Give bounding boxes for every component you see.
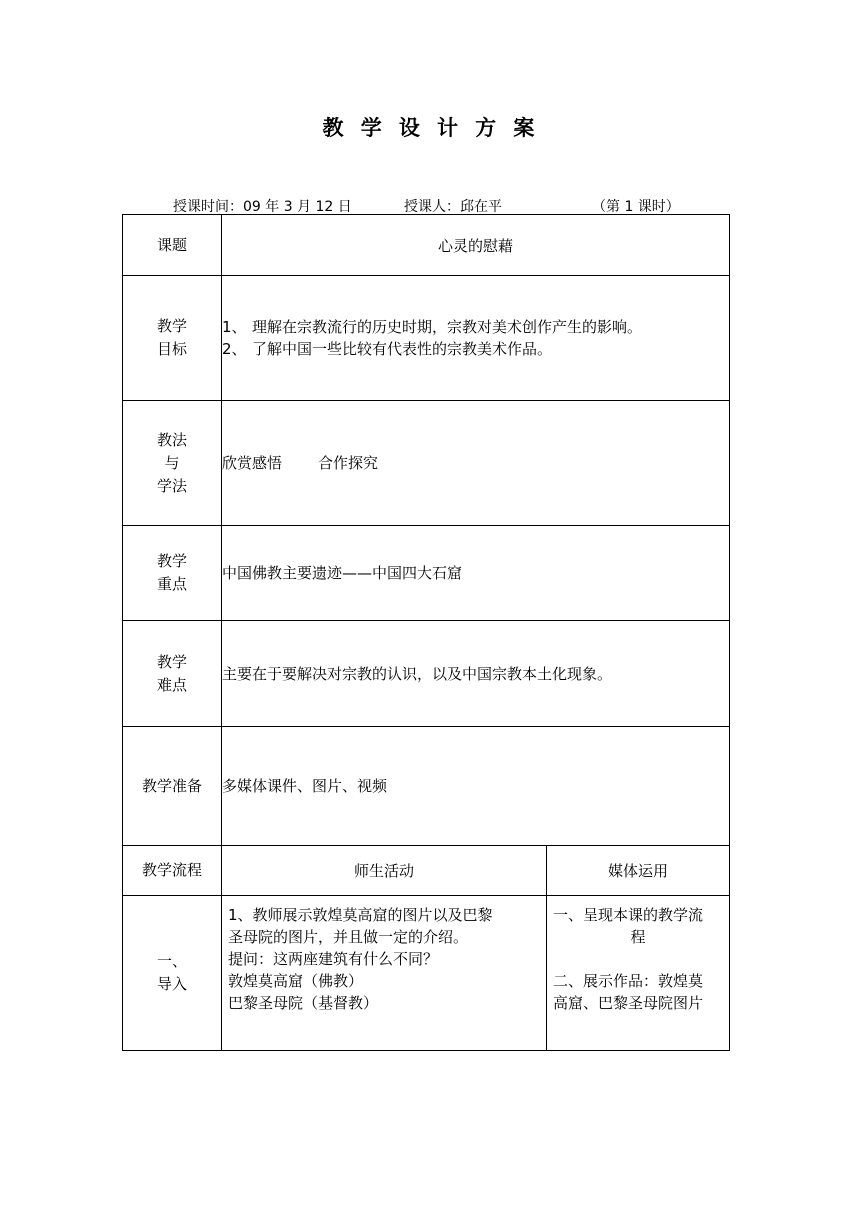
- goals-label-line: 教学: [156, 317, 187, 335]
- activity-line: 圣母院的图片，并且做一定的介绍。: [228, 928, 469, 946]
- document-title: [0, 112, 860, 142]
- goals-label-line: 目标: [156, 340, 187, 358]
- prep-label: 教学准备: [123, 727, 222, 846]
- title-char: 方: [475, 116, 500, 140]
- lesson-time: 授课时间：09 年 3 月 12 日: [173, 199, 352, 215]
- key-point-label: [123, 526, 222, 621]
- goal-item: [222, 316, 729, 338]
- goals-content: [222, 276, 730, 401]
- key-point-value: 中国佛教主要遗迹——中国四大石窟: [222, 526, 730, 621]
- key-point-label-line: 重点: [156, 575, 187, 593]
- topic-label: 课题: [123, 215, 222, 276]
- flow-header-activity: 师生活动: [222, 846, 547, 896]
- title-char: 计: [437, 116, 462, 140]
- method-value: 欣赏感悟: [222, 454, 283, 472]
- intro-label-line: 一、: [156, 952, 187, 970]
- media-line: [553, 948, 723, 970]
- media-line: 一、呈现本课的教学流: [553, 906, 704, 924]
- prep-value: 多媒体课件、图片、视频: [222, 727, 730, 846]
- goals-label: [123, 276, 222, 401]
- intro-label-line: 导入: [156, 975, 187, 993]
- lesson-teacher: 授课人：邱在平: [404, 199, 502, 215]
- method-value: 合作探究: [318, 454, 379, 472]
- title-char: 设: [398, 116, 423, 140]
- title-char: 案: [513, 116, 538, 140]
- topic-value: 心灵的慰藉: [222, 215, 730, 276]
- goal-text: 理解在宗教流行的历史时期，宗教对美术创作产生的影响。: [252, 318, 643, 336]
- difficulty-label: [123, 621, 222, 727]
- activity-line: 巴黎圣母院（基督教）: [228, 994, 379, 1012]
- intro-label: [123, 896, 222, 1051]
- key-point-label-line: 教学: [156, 552, 187, 570]
- activity-line: 1、教师展示敦煌莫高窟的图片以及巴黎: [228, 906, 493, 924]
- media-line: 高窟、巴黎圣母院图片: [553, 994, 704, 1012]
- flow-header-step: 教学流程: [123, 846, 222, 896]
- title-char: 教: [322, 116, 347, 140]
- goal-number: 1、: [222, 318, 247, 336]
- goal-item: [222, 338, 729, 360]
- difficulty-label-line: 教学: [156, 652, 187, 671]
- difficulty-label-line: 难点: [156, 675, 187, 694]
- goal-text: 了解中国一些比较有代表性的宗教美术作品。: [252, 340, 553, 358]
- lesson-period: （第 1 课时）: [592, 199, 680, 215]
- intro-activity: [222, 896, 547, 1051]
- method-content: [222, 401, 730, 526]
- method-label-line: 与: [164, 453, 180, 472]
- row-flow-header: [123, 846, 730, 896]
- method-label: [123, 401, 222, 526]
- activity-line: 提问：这两座建筑有什么不同？: [228, 950, 439, 968]
- row-intro: [123, 896, 730, 1051]
- goal-number: 2、: [222, 340, 247, 358]
- title-char: 学: [360, 116, 385, 140]
- row-key-point: [123, 526, 730, 621]
- activity-line: 敦煌莫高窟（佛教）: [228, 972, 364, 990]
- lesson-plan-table: [122, 214, 730, 1051]
- media-line: 二、展示作品：敦煌莫: [553, 972, 704, 990]
- flow-header-media: 媒体运用: [547, 846, 730, 896]
- difficulty-value: 主要在于要解决对宗教的认识，以及中国宗教本土化现象。: [222, 621, 730, 727]
- intro-media: [547, 896, 730, 1051]
- method-label-line: 学法: [156, 476, 187, 495]
- row-difficulty: [123, 621, 730, 727]
- row-goals: [123, 276, 730, 401]
- row-method: [123, 401, 730, 526]
- media-line: 程: [630, 928, 646, 946]
- row-topic: [123, 215, 730, 276]
- method-label-line: 教法: [156, 430, 187, 449]
- row-prep: [123, 727, 730, 846]
